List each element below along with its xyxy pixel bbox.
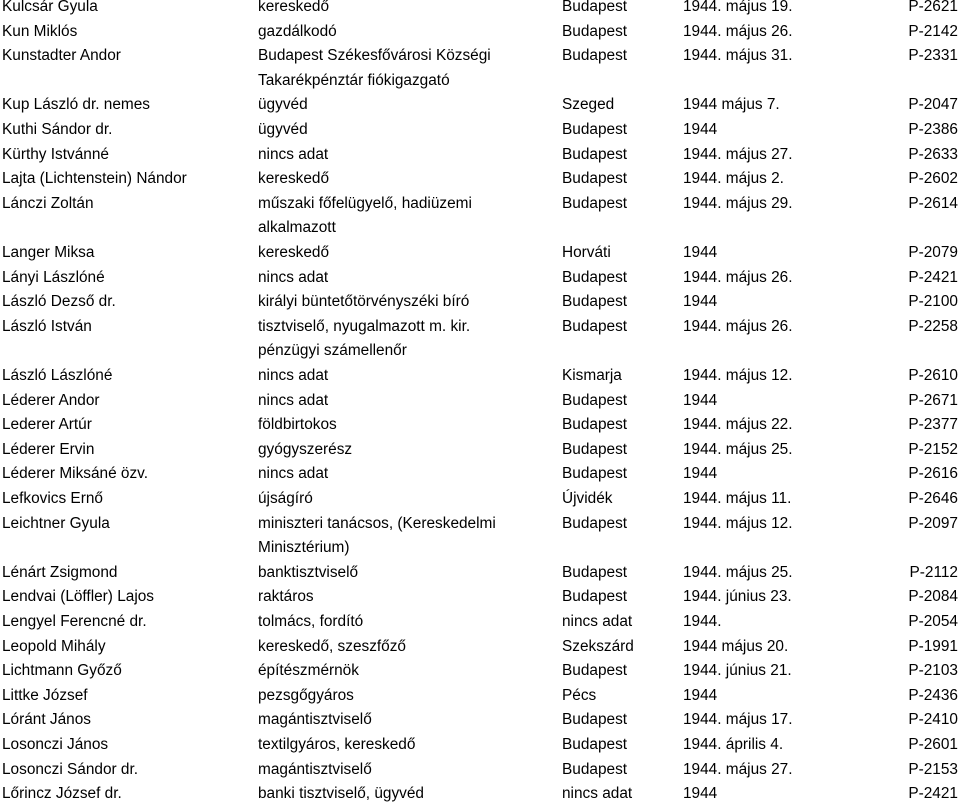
date-text: 1944 május 20. (683, 637, 789, 655)
occupation-text: kereskedő (258, 0, 330, 15)
person-name: Littke József (2, 686, 88, 704)
occupation-text: magántisztviselő (258, 760, 372, 778)
date-text: 1944. május 27. (683, 145, 793, 163)
occupation-text: alkalmazott (258, 219, 336, 237)
person-name: Kulcsár Gyula (2, 0, 98, 15)
record-code: P-2671 (908, 391, 958, 409)
occupation-text: banktisztviselő (258, 563, 359, 581)
occupation-text: tolmács, fordító (258, 613, 364, 630)
person-name: Lóránt János (2, 711, 91, 729)
record-code: P-2142 (908, 22, 958, 40)
occupation-text: pezsgőgyáros (258, 686, 354, 704)
date-text: 1944. május 26. (683, 22, 793, 40)
occupation-text: építészmérnök (258, 662, 359, 680)
record-code: P-2610 (908, 367, 958, 384)
city-text: Budapest (562, 293, 628, 311)
date-text: 1944. május 2. (683, 170, 784, 188)
occupation-text: miniszteri tanácsos, (Kereskedelmi (258, 514, 496, 532)
occupation-text: Minisztérium) (258, 539, 350, 557)
city-text: Budapest (562, 47, 628, 65)
record-code: P-2097 (908, 514, 958, 532)
occupation-text: műszaki főfelügyelő, hadiüzemi (258, 194, 472, 212)
person-name: Lányi Lászlóné (2, 268, 105, 286)
occupation-text: nincs adat (258, 145, 329, 163)
record-code: P-2152 (908, 440, 958, 458)
date-text: 1944 (683, 391, 718, 409)
city-text: Budapest (562, 145, 628, 163)
date-text: 1944. június 23. (683, 588, 792, 606)
person-name: Lénárt Zsigmond (2, 563, 118, 581)
city-text: Budapest (562, 170, 628, 188)
city-text: Budapest (562, 760, 628, 778)
occupation-text: raktáros (258, 588, 314, 606)
record-code: P-2047 (908, 96, 958, 114)
date-text: 1944 május 7. (683, 96, 780, 114)
date-text: 1944. május 19. (683, 0, 793, 15)
city-text: Budapest (562, 588, 628, 606)
date-text: 1944 (683, 293, 718, 311)
date-text: 1944. május 17. (683, 711, 793, 729)
date-text: 1944 (683, 121, 718, 138)
date-text: 1944. május 29. (683, 194, 793, 212)
person-name: Lendvai (Löffler) Lajos (2, 588, 155, 606)
occupation-text: Takarékpénztár fiókigazgató (258, 71, 450, 89)
record-code: P-2616 (908, 465, 958, 483)
person-name: Lefkovics Ernő (2, 490, 103, 507)
occupation-text: nincs adat (258, 465, 329, 483)
date-text: 1944 (683, 686, 718, 704)
occupation-text: nincs adat (258, 268, 329, 286)
person-name: Leichtner Gyula (2, 514, 110, 532)
occupation-text: újságíró (258, 490, 313, 507)
record-code: P-2112 (909, 563, 958, 581)
occupation-text: ügyvéd (258, 96, 308, 114)
city-text: Budapest (562, 416, 628, 434)
date-text: 1944. április 4. (683, 736, 784, 753)
person-name: Léderer Andor (2, 391, 100, 409)
city-text: Budapest (562, 440, 628, 458)
date-text: 1944. május 25. (683, 563, 793, 581)
person-name: László István (2, 317, 92, 335)
occupation-text: banki tisztviselő, ügyvéd (258, 785, 424, 803)
record-code: P-2258 (908, 317, 958, 335)
occupation-text: kereskedő, szeszfőző (258, 637, 406, 655)
person-name: Langer Miksa (2, 244, 95, 261)
person-name: Losonczi János (2, 736, 109, 753)
record-code: P-2602 (908, 170, 958, 188)
person-name: Lajta (Lichtenstein) Nándor (2, 170, 187, 188)
occupation-text: kereskedő (258, 244, 330, 261)
occupation-text: nincs adat (258, 367, 329, 384)
date-text: 1944 (683, 465, 718, 483)
record-code: P-2054 (908, 613, 958, 630)
date-text: 1944. május 26. (683, 317, 793, 335)
occupation-text: textilgyáros, kereskedő (258, 736, 416, 753)
record-code: P-2386 (908, 121, 958, 138)
person-name: Lederer Artúr (2, 416, 92, 434)
record-code: P-2100 (908, 293, 958, 311)
city-text: Budapest (562, 22, 628, 40)
record-code: P-2331 (908, 47, 958, 65)
date-text: 1944. május 22. (683, 416, 793, 434)
date-text: 1944. május 12. (683, 367, 793, 384)
date-text: 1944. május 31. (683, 47, 793, 65)
record-code: P-2421 (908, 268, 958, 286)
person-name: Kürthy Istvánné (2, 145, 109, 163)
person-name: Kun Miklós (2, 22, 78, 40)
person-name: Lőrincz József dr. (2, 785, 122, 803)
record-code: P-2646 (908, 490, 958, 507)
city-text: Budapest (562, 662, 628, 680)
record-code: P-2377 (908, 416, 958, 434)
occupation-text: földbirtokos (258, 416, 337, 434)
record-code: P-1991 (908, 637, 958, 655)
record-code: P-2410 (908, 711, 958, 729)
person-name: Kuthi Sándor dr. (2, 121, 113, 138)
city-text: Budapest (562, 563, 628, 581)
occupation-text: pénzügyi számellenőr (258, 342, 407, 360)
city-text: Budapest (562, 121, 628, 138)
date-text: 1944 (683, 244, 718, 261)
record-code: P-2079 (908, 244, 958, 261)
person-name: Lánczi Zoltán (2, 194, 94, 212)
city-text: Budapest (562, 736, 628, 753)
occupation-text: gazdálkodó (258, 22, 337, 40)
person-name: Léderer Miksáné özv. (2, 465, 148, 483)
occupation-text: ügyvéd (258, 121, 308, 138)
record-code: P-2421 (908, 785, 958, 803)
date-text: 1944 (683, 785, 718, 803)
record-code: P-2621 (908, 0, 958, 15)
city-text: Budapest (562, 0, 628, 15)
date-text: 1944. május 27. (683, 760, 793, 778)
date-text: 1944. május 26. (683, 268, 793, 286)
city-text: Budapest (562, 268, 628, 286)
occupation-text: nincs adat (258, 391, 329, 409)
city-text: Szeged (562, 96, 615, 114)
city-text: Kismarja (562, 367, 622, 384)
person-name: László Lászlóné (2, 367, 113, 384)
occupation-text: Budapest Székesfővárosi Községi (258, 47, 491, 65)
record-code: P-2614 (908, 194, 958, 212)
person-name: Lichtmann Győző (2, 662, 122, 680)
occupation-text: királyi büntetőtörvényszéki bíró (258, 293, 470, 311)
person-name: Lengyel Ferencné dr. (2, 613, 147, 630)
occupation-text: gyógyszerész (258, 440, 353, 458)
date-text: 1944. május 25. (683, 440, 793, 458)
person-name: Leopold Mihály (2, 637, 106, 655)
city-text: Szekszárd (562, 637, 634, 655)
city-text: Budapest (562, 317, 628, 335)
record-code: P-2436 (908, 686, 958, 704)
occupation-text: tisztviselő, nyugalmazott m. kir. (258, 317, 471, 335)
city-text: Újvidék (562, 490, 613, 507)
date-text: 1944. május 11. (683, 490, 792, 507)
person-name: Kup László dr. nemes (2, 96, 151, 114)
city-text: Budapest (562, 514, 628, 532)
city-text: Horváti (562, 244, 611, 261)
record-code: P-2633 (908, 145, 958, 163)
city-text: nincs adat (562, 613, 633, 630)
city-text: Budapest (562, 194, 628, 212)
record-code: P-2103 (908, 662, 958, 680)
occupation-text: magántisztviselő (258, 711, 372, 729)
person-name: Losonczi Sándor dr. (2, 760, 139, 778)
record-code: P-2601 (908, 736, 958, 753)
person-name: Léderer Ervin (2, 440, 95, 458)
record-code: P-2084 (908, 588, 958, 606)
date-text: 1944. május 12. (683, 514, 793, 532)
person-name: László Dezső dr. (2, 293, 116, 311)
person-name: Kunstadter Andor (2, 47, 121, 65)
city-text: nincs adat (562, 785, 633, 803)
city-text: Budapest (562, 391, 628, 409)
date-text: 1944. (683, 613, 722, 630)
city-text: Pécs (562, 686, 597, 704)
city-text: Budapest (562, 465, 628, 483)
record-code: P-2153 (908, 760, 958, 778)
date-text: 1944. június 21. (683, 662, 792, 680)
occupation-text: kereskedő (258, 170, 330, 188)
city-text: Budapest (562, 711, 628, 729)
